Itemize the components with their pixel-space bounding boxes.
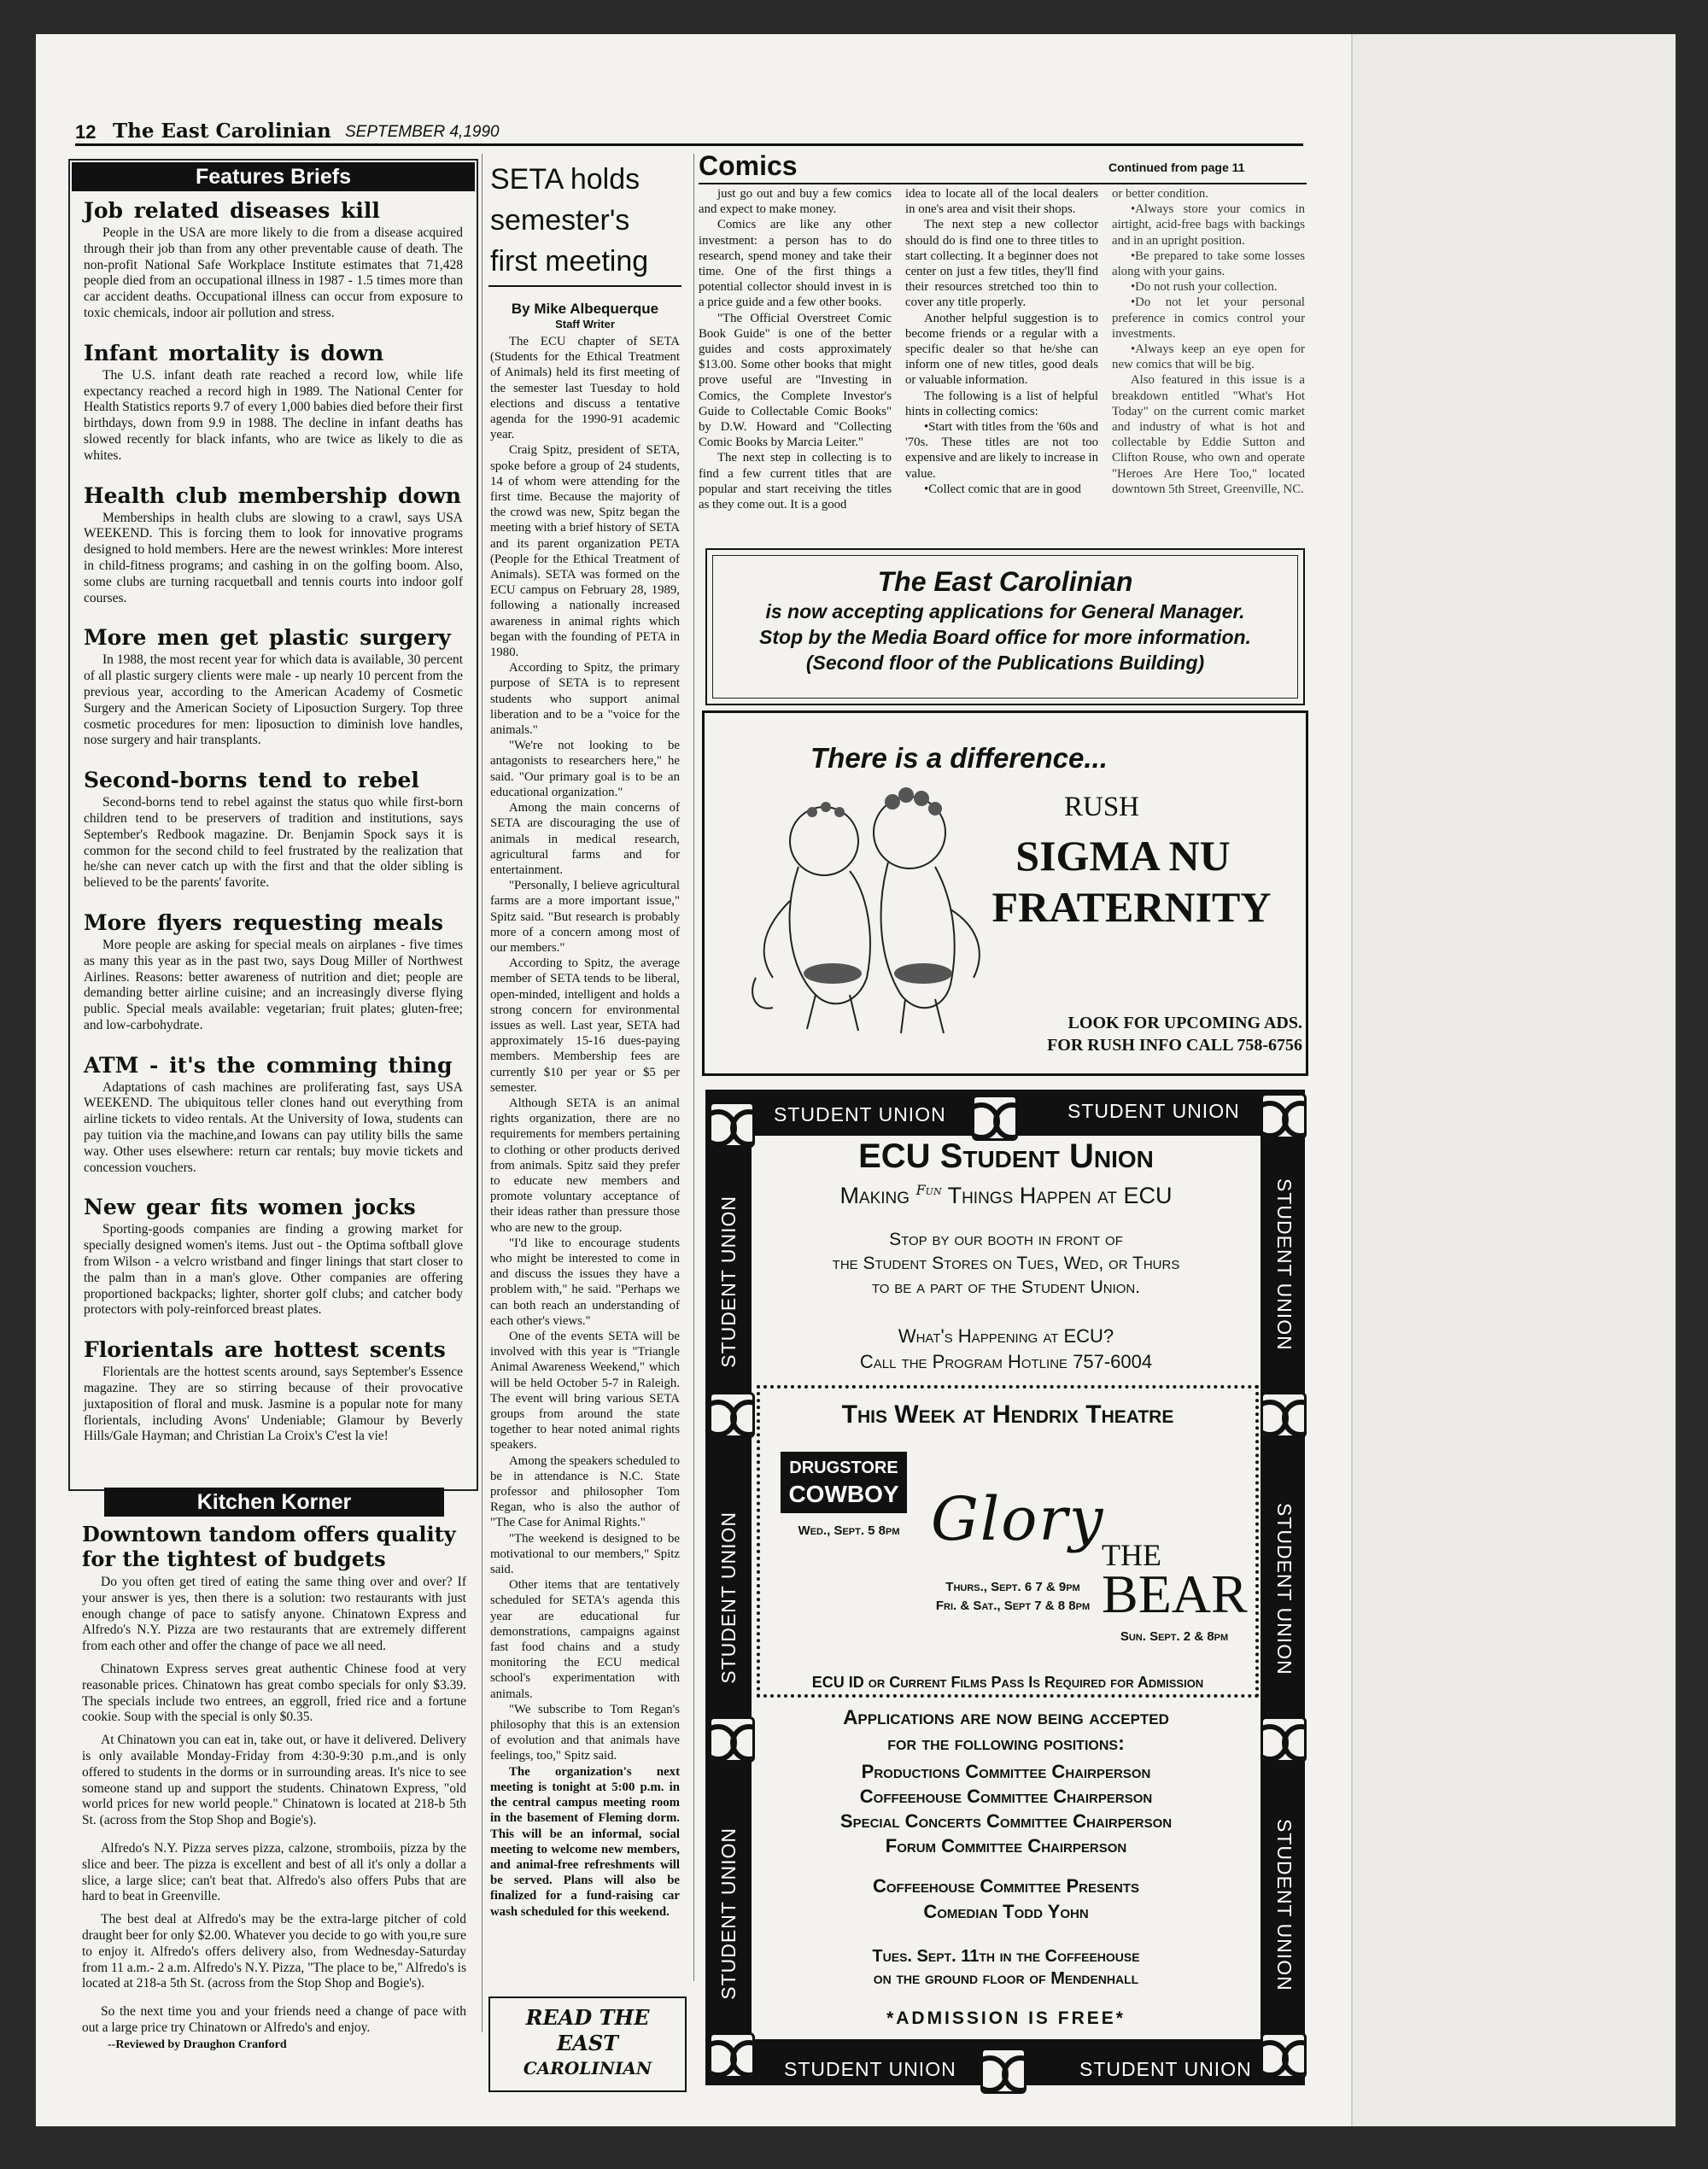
sigma-name-1: SIGMA NU bbox=[1015, 832, 1231, 880]
comics-rule bbox=[699, 183, 1307, 184]
kitchen-korner-body bbox=[70, 1573, 478, 2038]
comics-paragraph: •Always keep an eye open for new comics that will be big. bbox=[1112, 342, 1305, 372]
su-position: Forum Committee Chairperson bbox=[885, 1835, 1127, 1856]
film3-date: Sun. Sept. 2 & 8pm bbox=[1120, 1629, 1229, 1644]
film1-date: Wed., Sept. 5 8pm bbox=[798, 1523, 900, 1538]
kitchen-korner bbox=[70, 1488, 478, 2094]
seta-body bbox=[485, 330, 685, 1920]
briefs-list bbox=[70, 198, 477, 1445]
su-title: ECU Student Union bbox=[858, 1137, 1154, 1175]
comics-paragraph: The following is a list of helpful hints in collecting comics: bbox=[905, 389, 1098, 418]
film1-title-a: DRUGSTORE bbox=[789, 1459, 898, 1477]
brief-headline: Infant mortality is down bbox=[84, 340, 384, 365]
su-logo-icon bbox=[972, 1095, 1018, 1141]
su-logo-icon bbox=[980, 2048, 1027, 2094]
su-logo-icon bbox=[1261, 1093, 1307, 1139]
brief-body: Florientals are the hottest scents around, says September's Essence magazine. They are so stirring because of their provocative juxtaposition of floral and musk. Jasmine is a popular note for many florientals, including Avons' Undeniable; Glamour by Beverly Hills/Gale Hayman; and Christian La Croix's C'est la vie! bbox=[84, 1365, 463, 1444]
su-bottom-left-label: STUDENT UNION bbox=[784, 2058, 956, 2080]
brief-body: More people are asking for special meals on airplanes - five times as many this year as in the past two, says Doug Miller of Northwest Airlines. Reasons: better awareness of nutrition and diet; people are demanding better airline cuisine; and an increasingly diverse flying public. Special meals available: vegetarian; fruit plates; gluten-free; and low-carbohydrate. bbox=[84, 937, 463, 1032]
read-line-3: CAROLINIAN bbox=[523, 2058, 652, 2078]
film2-title: Glory bbox=[931, 1484, 1105, 1554]
film3-title-b: BEAR bbox=[1102, 1564, 1248, 1624]
comics-title: Comics bbox=[699, 150, 798, 181]
su-position: Productions Committee Chairperson bbox=[861, 1761, 1151, 1782]
seta-paragraph: "Personally, I believe agricultural farms are a more important issue," Spitz said. "But research is probably more of a concern among most of our members." bbox=[490, 879, 680, 955]
su-left-label-1: STUDENT UNION bbox=[717, 1196, 740, 1368]
su-coffee-1: Coffeehouse Committee Presents bbox=[872, 1875, 1140, 1897]
su-stop-1: Stop by our booth in front of bbox=[889, 1230, 1123, 1249]
comics-paragraph: •Be prepared to take some losses along with your gains. bbox=[1112, 248, 1305, 279]
comics-paragraph: just go out and buy a few comics and expect to make money. bbox=[699, 187, 892, 217]
seta-paragraph: "I'd like to encourage students who might be interested to come in and discuss the issues they have a problem with," he said. "Perhaps we can both reach an understanding of each other's views." bbox=[490, 1236, 680, 1328]
brief-body: Second-borns tend to rebel against the status quo while first-born children tend to be preservers of tradition and institutions, says September's Redbook magazine. Dr. Benjamin Spock says it is common for the second child to feel frustrated by the realization that he/she can never catch up with the first and that the older sibling is believed to be the parents' favorite. bbox=[84, 795, 463, 891]
seta-role: Staff Writer bbox=[555, 318, 615, 330]
su-hotline: Call the Program Hotline 757-6004 bbox=[859, 1351, 1153, 1372]
gm-ad-line-2: is now accepting applications for General Manager. bbox=[765, 600, 1245, 623]
gm-ad-title: The East Carolinian bbox=[877, 566, 1133, 597]
su-stop-2: the Student Stores on Tues, Wed, or Thurs bbox=[832, 1254, 1180, 1273]
comics-col-2 bbox=[905, 186, 1098, 497]
su-bottom-right-label: STUDENT UNION bbox=[1079, 2058, 1252, 2080]
seta-paragraph: According to Spitz, the average member of SETA tends to be liberal, open-minded, intelligent and holds a strong concern for environmental issues as well. Last year, SETA had approximately 15-16 dues-paying members. Membership fees are currently $10 per year or $5 per semester. bbox=[490, 956, 680, 1095]
seta-paragraph: "We subscribe to Tom Regan's philosophy that this is an extension of evolution and that animals have feelings, too," Spitz said. bbox=[490, 1702, 680, 1763]
kitchen-korner-headline: Downtown tandom offers quality for the tightest of budgets bbox=[82, 1522, 456, 1571]
page-header bbox=[75, 121, 1305, 145]
seta-paragraph: Among the speakers scheduled to be in attendance is N.C. State professor and philosopher Tom Regan, who is also the author of "The Case for Animal Rights." bbox=[490, 1453, 680, 1530]
read-line-1: READ THE bbox=[525, 2005, 650, 2030]
masthead: The East Carolinian bbox=[113, 120, 331, 143]
sigma-nu-ad bbox=[702, 710, 1308, 1076]
su-top-left-label: STUDENT UNION bbox=[774, 1103, 946, 1125]
read-line-2: EAST bbox=[556, 2031, 619, 2055]
seta-paragraph: One of the events SETA will be involved with this year is "Triangle Animal Awareness Weekend," which will be held October 5-7 in Raleigh. The event will bring various SETA groups from around the state together to hear noted animal rights speakers. bbox=[490, 1330, 680, 1453]
kitchen-paragraph: So the next time you and your friends need a change of pace with out a large price try Chinatown or Alfredo's and enjoy. bbox=[82, 2004, 466, 2035]
su-right-label-1: STUDENT UNION bbox=[1273, 1178, 1296, 1351]
gm-ad-line-4: (Second floor of the Publications Building) bbox=[805, 652, 1205, 674]
kitchen-paragraph: Alfredo's N.Y. Pizza serves pizza, calzone, stromboiis, pizza by the slice and beer. The pizza is excellent and best of all it's only a dollar a slice, a large slice; can't beat that. Alfredo's also offers Pubs that are hard to beat in Greenville. bbox=[82, 1840, 466, 1904]
brief-headline: More men get plastic surgery bbox=[84, 625, 451, 651]
comics-col-1 bbox=[699, 186, 892, 512]
page-number: 12 bbox=[75, 121, 97, 143]
su-top-right-label: STUDENT UNION bbox=[1068, 1100, 1240, 1122]
read-east-carolinian-box bbox=[488, 1997, 687, 2092]
kitchen-paragraph: Chinatown Express serves great authentic Chinese food at very reasonable prices. Chinatown has great combo specials for only $3.39. The specials include two entrees, an eggroll, fried rice and a fortune cookie. Soup with the special is only $0.35. bbox=[82, 1661, 466, 1725]
kitchen-korner-byline: --Reviewed by Draughon Cranford bbox=[108, 2037, 287, 2051]
comics-paragraph: "The Official Overstreet Comic Book Guide" is one of the better guides and costs approximately $13.00. Some other books that might prove useful are "Investing in Comics, the Complete Investor's Guide to Collectable Comic Books" by D.W. Howard and "Collecting Comic Books by Marcia Leiter." bbox=[699, 311, 892, 450]
brief-headline: More flyers requesting meals bbox=[84, 909, 443, 935]
brief-headline: Job related diseases kill bbox=[84, 198, 380, 223]
su-coffee-2: Comedian Todd Yohn bbox=[923, 1901, 1089, 1922]
features-briefs bbox=[68, 159, 478, 1491]
brief-headline: ATM - it's the comming thing bbox=[84, 1052, 453, 1078]
film2-dates-1: Thurs., Sept. 6 7 & 9pm bbox=[945, 1580, 1080, 1594]
drugstore-cowboy-logo bbox=[781, 1452, 907, 1513]
film3-title-a: THE bbox=[1102, 1538, 1161, 1572]
seta-paragraph: The organization's next meeting is tonight at 5:00 p.m. in the central campus meeting room in the basement of Fleming dorm. This will be an informal, social meeting to welcome new members, and animal-free refreshments will be served. Plans will also be finalized for a fund-raising car wash scheduled for this weekend. bbox=[490, 1764, 680, 1919]
comics-paragraph: or better condition. bbox=[1112, 187, 1208, 201]
comics-paragraph: •Start with titles from the '60s and '70s. These titles are not too expensive and are likely to increase in value. bbox=[905, 420, 1098, 481]
brief-headline: Second-borns tend to rebel bbox=[84, 768, 419, 793]
brief-headline: Health club membership down bbox=[84, 482, 461, 508]
brief-headline: New gear fits women jocks bbox=[84, 1195, 416, 1220]
seta-paragraph: Craig Spitz, president of SETA, spoke before a group of 24 students, 14 of whom were attending for the first time. Because the majority of the crowd was new, Spitz began the meeting with a brief history of SETA and its parent organization PETA (People for the Ethical Treatment of Animals). SETA was formed on the ECU campus on February 28, 1989, following a nationally increased awareness in animal rights which began with the founding of PETA in 1980. bbox=[490, 443, 680, 660]
brief-body: Adaptations of cash machines are proliferating fast, says USA WEEKEND. The ubiquitous teller clones hand out everything from airline tickets to video rentals. At the University of Iowa, students can pay tuition via the machine,and Iowans can pay utility bills the same way. Other uses elsewhere: return car rentals; buy movie tickets and concession vouchers. bbox=[84, 1079, 463, 1175]
comics-paragraph: Another helpful suggestion is to become friends or a regular with a specific dealer so that he/she can inform one of new titles, good deals or valuable information. bbox=[905, 311, 1098, 388]
su-logo-icon bbox=[1261, 1716, 1307, 1763]
su-left-label-2: STUDENT UNION bbox=[717, 1511, 740, 1684]
su-logo-icon bbox=[1261, 2032, 1307, 2078]
brief-body: In 1988, the most recent year for which data is available, 30 percent of all plastic surgery clients were male - up nearly 10 percent from the previous year, according to the American Academy of Cosmetic Surgery and the American Society of Liposuction Surgery. Top three cosmetic procedures for men: liposuction to diminish love handles, nose surgery and hair transplants. bbox=[84, 652, 463, 748]
kitchen-paragraph: At Chinatown you can eat in, take out, or have it delivered. Delivery is only available Monday-Friday from 4:30-9:30 p.m.,and is only offered to students in the dorms or in surrounding areas. It's nice to see someone stand up and support the students. Chinatown Express, "old world prices for new world people." Chinatown is located at 218-b 5th St. (across from the Stop Shop and Bogie's). bbox=[82, 1733, 466, 1828]
brief-body: Sporting-goods companies are finding a growing market for specially designed women's items. Just out - the Optima softball glove from Wilson - a velcro wristband and finger linings that start closer to the palm than in a man's glove. Other companies are offering proportioned backpacks; lighter, shorter golf clubs; and catcher body protectors with poly-reinforced breast plates. bbox=[84, 1222, 463, 1318]
su-logo-icon bbox=[709, 1716, 755, 1763]
seta-paragraph: According to Spitz, the primary purpose of SETA is to represent students who support animal liberation and to be a "voice for the animals." bbox=[490, 661, 680, 738]
comics-paragraph: •Do not let your personal preference in comics control your investments. bbox=[1112, 295, 1305, 341]
su-right-label-2: STUDENT UNION bbox=[1273, 1503, 1296, 1675]
seta-byline: By Mike Albequerque bbox=[511, 301, 659, 317]
su-subtitle-a: Making bbox=[839, 1183, 910, 1208]
kitchen-paragraph: The best deal at Alfredo's may be the extra-large pitcher of cold draught beer for only $2.00. Whatever you decide to go with you,re sure to enjoy it. Alfredo's offers delivery also, from Wednesday-Saturday from 11 a.m.- 2 a.m. Alfredo's N.Y. Pizza, "The place to be," Alfredo's is located at 218-a 5th St. (across from the Stop Shop and Bogie's). bbox=[82, 1912, 466, 1991]
su-logo-icon bbox=[1261, 1392, 1307, 1438]
su-subtitle-fun: Fun bbox=[915, 1182, 942, 1198]
brief-body: People in the USA are more likely to die from a disease acquired through their job than from any other preventable cause of death. The non-profit National Safe Workplace Institute estimates that 71,428 people died from an occupational illness in 1987 - 1.5 times more than car accident deaths. Occupational illness can occur from exposure to toxic chemicals, indoor air pollution and stress. bbox=[84, 225, 463, 320]
comics-article bbox=[699, 150, 1305, 545]
seta-headline: SETA holds semester's first meeting bbox=[490, 163, 649, 278]
film1-title-b: COWBOY bbox=[788, 1481, 899, 1507]
comics-paragraph: idea to locate all of the local dealers in one's area and visit their shops. bbox=[905, 187, 1098, 217]
sigma-tagline: There is a difference... bbox=[810, 742, 1108, 774]
brief-headline: Florientals are hottest scents bbox=[84, 1337, 446, 1363]
su-left-label-3: STUDENT UNION bbox=[717, 1827, 740, 2000]
comics-paragraph: Comics are like any other investment: a person has to do research, spend money and take their time. One of the first things a potential collector should invest in is a price guide and a few other books. bbox=[699, 218, 892, 310]
su-subtitle-b: Things Happen at ECU bbox=[947, 1183, 1173, 1208]
features-briefs-title: Features Briefs bbox=[72, 162, 475, 191]
kitchen-paragraph: Do you often get tired of eating the same thing over and over? If your answer is yes, then there is a solution: two restaurants with just enough change of pace to satisfy anyone. Chinatown Express and Alfredo's N.Y. Pizza are two restaurants that are extremely different from each other and offer the change of pace we all need. bbox=[82, 1575, 466, 1654]
hendrix-theatre-title: This Week at Hendrix Theatre bbox=[841, 1400, 1174, 1429]
su-logo-icon bbox=[709, 1102, 755, 1148]
column-rule-right bbox=[693, 154, 694, 1981]
comics-col-3 bbox=[1112, 186, 1305, 497]
sigma-footer-1: LOOK FOR UPCOMING ADS. bbox=[1068, 1014, 1302, 1032]
seta-paragraph: "We're not looking to be antagonists to researchers here," he said. "Our primary goal is to be an educational organization." bbox=[490, 739, 680, 799]
brief-body: Memberships in health clubs are slowing to a crawl, says USA WEEKEND. This is forcing them to look for innovative programs designed to hold members. Here are the newest wrinkles: More interest in child-fitness programs; and cashing in on the golfing boom. Also, some clubs are turning racquetball and tennis courts into indoor golf courses. bbox=[84, 510, 463, 605]
seta-paragraph: "The weekend is designed to be motivational to our members," Spitz said. bbox=[490, 1531, 680, 1577]
sigma-rush: RUSH bbox=[1063, 792, 1140, 822]
su-whats-happening: What's Happening at ECU? bbox=[898, 1325, 1114, 1347]
seta-rule bbox=[488, 285, 681, 287]
brief-body: The U.S. infant death rate reached a record low, while life expectancy reached a record high in 1989. The National Center for Health Statistics reports 9.7 of every 1,000 babies died before their first birthdays, down from 9.9 in 1988. The decline in infant deaths has slowed recently for black infants, who are twice as likely to die as whites. bbox=[84, 367, 463, 463]
kitchen-korner-title: Kitchen Korner bbox=[104, 1488, 444, 1517]
su-tues-1: Tues. Sept. 11th in the Coffeehouse bbox=[872, 1947, 1140, 1966]
seta-article bbox=[485, 155, 685, 2000]
seta-paragraph: Among the main concerns of SETA are discouraging the use of animals in medical research, agricultural farms and for entertainment. bbox=[490, 801, 680, 877]
su-logo-icon bbox=[709, 2032, 755, 2078]
su-apps-title-2: for the following positions: bbox=[887, 1732, 1125, 1754]
su-stop-3: to be a part of the Student Union. bbox=[871, 1277, 1141, 1297]
comics-paragraph: •Do not rush your collection. bbox=[1131, 280, 1278, 295]
comics-paragraph: •Collect comic that are in good bbox=[924, 482, 1081, 496]
seta-paragraph: The ECU chapter of SETA (Students for the Ethical Treatment of Animals) held its first meeting of the semester last Tuesday to hold elections and discuss a tentative agenda for the 1990-91 academic year. bbox=[490, 335, 680, 442]
su-logo-icon bbox=[709, 1392, 755, 1438]
sigma-footer-2: FOR RUSH INFO CALL 758-6756 bbox=[1047, 1036, 1302, 1055]
issue-date: SEPTEMBER 4,1990 bbox=[345, 123, 500, 141]
su-right-label-3: STUDENT UNION bbox=[1273, 1819, 1296, 1991]
su-id-note: ECU ID or Current Films Pass Is Required for Admission bbox=[811, 1674, 1204, 1691]
facing-page-edge bbox=[1351, 34, 1676, 2126]
su-admission-free: *ADMISSION IS FREE* bbox=[886, 2008, 1126, 2028]
su-tues-2: on the ground floor of Mendenhall bbox=[873, 1969, 1139, 1988]
column-rule-left bbox=[482, 154, 483, 2032]
sigma-name-2: FRATERNITY bbox=[991, 883, 1272, 931]
seta-paragraph: Other items that are tentatively scheduled for SETA's agenda this year are educational fur demonstrations, campaigns against fast food chains and a study monitoring the ECU medical school's experimentation with animals. bbox=[490, 1578, 680, 1701]
comics-paragraph: The next step a new collector should do is find one to three titles to start collecting. It a beginner does not center on just a few titles, they'll find their resources stretched too thin to cover any title properly. bbox=[905, 218, 1098, 310]
comics-paragraph: Also featured in this issue is a breakdown entitled "What's Hot Today" on the current comic market and industry of what is hot and collectable by Eddie Sutton and Clifton Rouse, who own and operate "Heroes Are Here Too," located downtown 5th Street, Greenville, NC. bbox=[1112, 373, 1305, 496]
comics-paragraph: •Always store your comics in airtight, acid-free bags with backings and in an upright position. bbox=[1112, 202, 1305, 248]
su-apps-title-1: Applications are now being accepted bbox=[843, 1706, 1169, 1729]
seta-paragraph: Although SETA is an animal rights organization, there are no requirements for members pertaining to clothing or other products derived from animals. Spitz said they prefer to educate new members and promote voluntary acceptance of their ideas rather than pressure those who are new to the group. bbox=[490, 1096, 680, 1235]
gm-ad-line-3: Stop by the Media Board office for more information. bbox=[759, 626, 1251, 648]
su-positions-list bbox=[752, 1759, 1261, 1858]
su-position: Special Concerts Committee Chairperson bbox=[839, 1810, 1173, 1832]
comics-paragraph: The next step in collecting is to find a few current titles that are popular and start receiving the titles as they come out. It is a good bbox=[699, 451, 892, 512]
su-subtitle bbox=[752, 1182, 1261, 1209]
film2-dates-2: Fri. & Sat., Sept 7 & 8 8pm bbox=[935, 1599, 1091, 1613]
comics-continued: Continued from page 11 bbox=[1108, 161, 1245, 174]
header-rule bbox=[75, 143, 1303, 146]
general-manager-ad bbox=[705, 548, 1305, 705]
su-position: Coffeehouse Committee Chairperson bbox=[859, 1786, 1153, 1807]
